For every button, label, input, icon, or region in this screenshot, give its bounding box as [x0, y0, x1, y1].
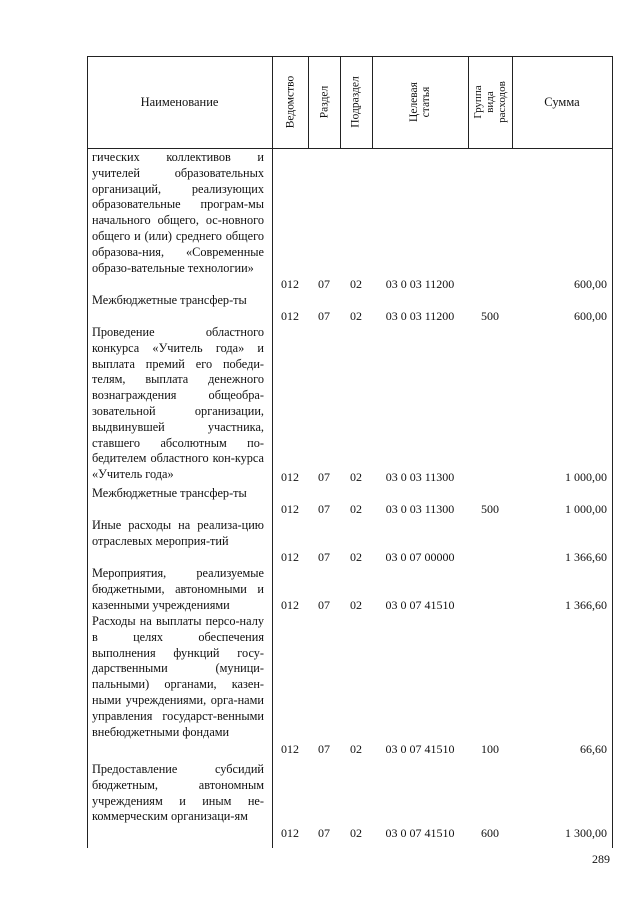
- row-vedomstvo: 012: [281, 502, 299, 516]
- row-gruppa: 500: [481, 502, 499, 516]
- row-name: Проведение областного конкурса «Учитель года» и выплата премий его победи-телям, выплата денежного вознаграждения общеобра-зовательной организации, выдвинувшей участника, ставшего абсолютным по-бедителем областного кон-курса «Учитель года»: [92, 325, 264, 482]
- row-name: Иные расходы на реализа-цию отраслевых мероприя-тий: [92, 518, 264, 548]
- header-celevaya: Целевая статья: [408, 82, 432, 122]
- table-border-left: [87, 56, 88, 848]
- row-vedomstvo: 012: [281, 826, 299, 840]
- row-summa: 600,00: [574, 277, 607, 291]
- row-name: гических коллективов и учителей образовательных организаций, реализующих образовательные програм-мы начального общего, ос-новного общего и (или) среднего общего образова-ния, «Современные образо-вательные технологии»: [92, 150, 264, 275]
- header-divider: [87, 148, 613, 149]
- row-celevaya: 03 0 03 11200: [385, 309, 455, 323]
- row-celevaya: 03 0 03 11200: [385, 277, 455, 291]
- row-summa: 1 300,00: [565, 826, 607, 840]
- row-razdel: 07: [318, 742, 330, 756]
- row-celevaya: 03 0 07 41510: [385, 826, 455, 840]
- row-vedomstvo: 012: [281, 742, 299, 756]
- row-summa: 1 000,00: [565, 502, 607, 516]
- row-summa: 1 000,00: [565, 470, 607, 484]
- row-celevaya: 03 0 03 11300: [385, 502, 455, 516]
- row-summa: 600,00: [574, 309, 607, 323]
- row-name: Мероприятия, реализуемые бюджетными, автономными и казенными учреждениями: [92, 566, 264, 612]
- row-podrazdel: 02: [350, 550, 362, 564]
- header-name: Наименование: [140, 94, 219, 109]
- row-razdel: 07: [318, 598, 330, 612]
- row-podrazdel: 02: [350, 598, 362, 612]
- row-summa: 66,60: [580, 742, 607, 756]
- row-vedomstvo: 012: [281, 470, 299, 484]
- header-summa: Сумма: [544, 94, 580, 109]
- row-celevaya: 03 0 07 00000: [385, 550, 455, 564]
- row-podrazdel: 02: [350, 309, 362, 323]
- row-name: Расходы на выплаты персо-налу в целях обеспечения выполнения функций госу-дарственными (муници-пальными) органами, казен-ными учреждениями, орга-нами управления государст-венными внебюджетными фондами: [92, 614, 264, 739]
- row-gruppa: 500: [481, 309, 499, 323]
- row-gruppa: 600: [481, 826, 499, 840]
- row-podrazdel: 02: [350, 470, 362, 484]
- row-name: Межбюджетные трансфер-ты: [92, 293, 247, 307]
- row-razdel: 07: [318, 826, 330, 840]
- row-name: Предоставление субсидий бюджетным, автономным учреждениям и иным не-коммерческим организаци-ям: [92, 762, 264, 824]
- row-name: Межбюджетные трансфер-ты: [92, 486, 247, 500]
- column-divider: [272, 56, 273, 848]
- row-razdel: 07: [318, 502, 330, 516]
- header-podrazdel: Подраздел: [350, 76, 362, 128]
- row-celevaya: 03 0 07 41510: [385, 742, 455, 756]
- table-border-right: [612, 56, 613, 848]
- row-razdel: 07: [318, 550, 330, 564]
- header-vedomstvo: Ведомство: [284, 75, 297, 129]
- row-vedomstvo: 012: [281, 277, 299, 291]
- row-summa: 1 366,60: [565, 598, 607, 612]
- row-vedomstvo: 012: [281, 309, 299, 323]
- row-podrazdel: 02: [350, 502, 362, 516]
- row-celevaya: 03 0 07 41510: [385, 598, 455, 612]
- row-summa: 1 366,60: [565, 550, 607, 564]
- row-celevaya: 03 0 03 11300: [385, 470, 455, 484]
- row-vedomstvo: 012: [281, 550, 299, 564]
- row-razdel: 07: [318, 277, 330, 291]
- row-razdel: 07: [318, 309, 330, 323]
- row-vedomstvo: 012: [281, 598, 299, 612]
- row-razdel: 07: [318, 470, 330, 484]
- row-podrazdel: 02: [350, 742, 362, 756]
- header-gruppa: Группа вида расходов: [472, 81, 508, 123]
- page-number: 289: [592, 852, 610, 866]
- row-podrazdel: 02: [350, 826, 362, 840]
- row-gruppa: 100: [481, 742, 499, 756]
- row-podrazdel: 02: [350, 277, 362, 291]
- header-razdel: Раздел: [318, 85, 330, 119]
